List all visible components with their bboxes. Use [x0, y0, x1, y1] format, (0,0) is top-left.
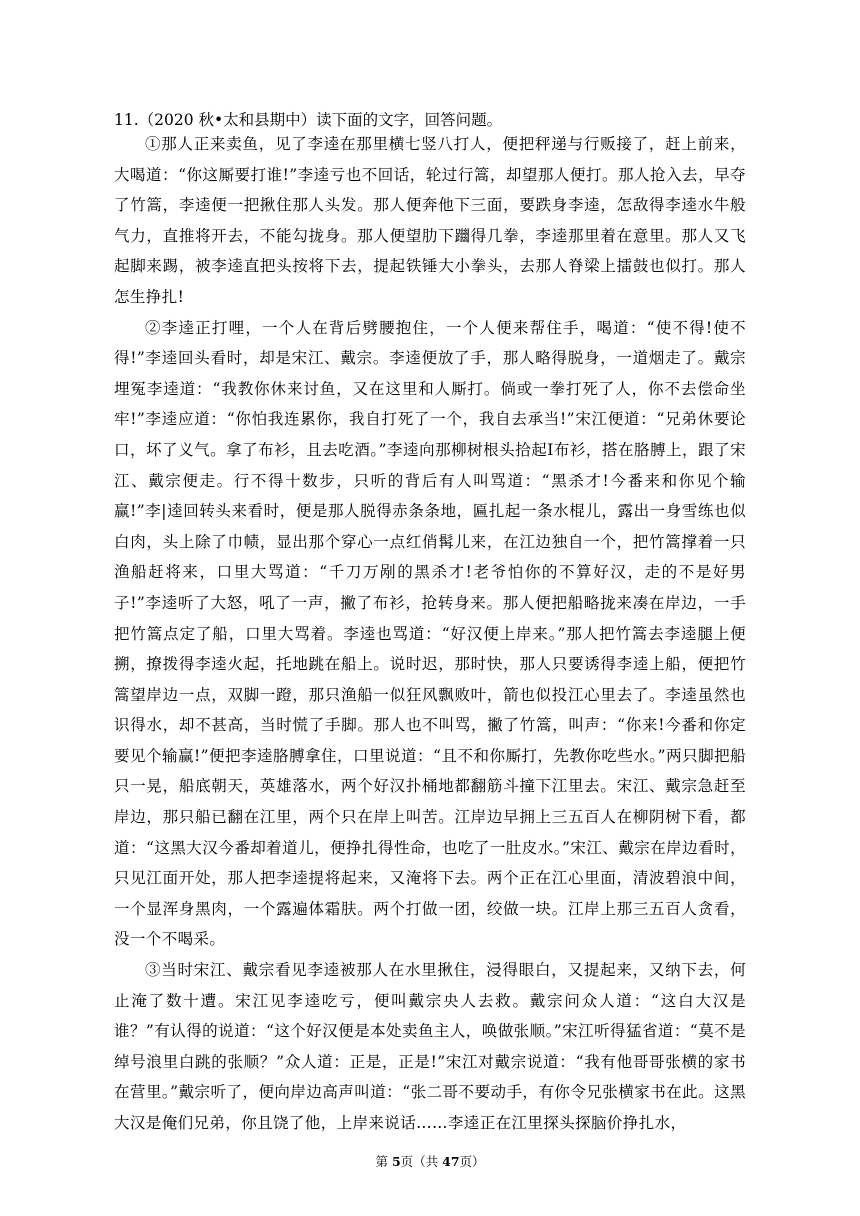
footer-middle: 页（共: [400, 1154, 443, 1169]
footer-total-pages: 47: [442, 1154, 460, 1169]
footer-prefix: 第: [375, 1154, 392, 1169]
passage-paragraph-3: ③当时宋江、戴宗看见李逵被那人在水里揪住，浸得眼白，又提起来，又纳下去，何止淹了数十遭。宋江见李逵吃亏，便叫戴宗央人去救。戴宗问众人道：“这白大汉是谁？”有认得的说道：“这个好汉便是本处卖鱼主人，唤做张顺。”宋江听得猛省道：“莫不是绰号浪里白跳的张顺？”众人道：正是，正是!”宋江对戴宗说道：“我有他哥哥张横的家书在营里。”戴宗听了，便向岸边高声叫道：“张二哥不要动手，有你令兄张横家书在此。这黑大汉是俺们兄弟，你且饶了他，上岸来说话……李逵正在江里探头探脑价挣扎水，: [114, 961, 746, 1132]
passage: [114, 129, 746, 1139]
passage-paragraph-2: ②李逵正打哩，一个人在背后劈腰抱住，一个人便来帮住手，喝道：“使不得!使不得!”李逵回头看时，却是宋江、戴宗。李逵便放了手，那人略得脱身，一道烟走了。戴宗埋冤李逵道：“我教你休来讨鱼，又在这里和人厮打。倘或一拳打死了人，你不去偿命坐牢!”李逵应道：“你怕我连累你，我自打死了一个，我自去承当!”宋江便道：“兄弟休要论口，坏了义气。拿了布衫，且去吃酒。”李逵向那柳树根头拾起Ⅰ布衫，搭在胳膊上，跟了宋江、戴宗便走。行不得十数步，只听的背后有人叫骂道：“黑杀才!今番来和你见个输赢!”李|逵回转头来看时，便是那人脱得赤条条地，匾扎起一条水棍儿，露出一身雪练也似白肉，头上除了巾帻，显出那个穿心一点红俏髯儿来，在江边独自一个，把竹篙撑着一只渔船赶将来，口里大骂道：“千刀万剐的黑杀才!老爷怕你的不算好汉，走的不是好男子!”李逵听了大怒，吼了一声，撇了布衫，抢转身来。那人便把船略拢来凑在岸边，一手把竹篙点定了船，口里大骂着。李逵也骂道：“好汉便上岸来。”那人把竹篙去李逵腿上便搠，撩拨得李逵火起，托地跳在船上。说时迟，那时快，那人只要诱得李逵上船，便把竹篙望岸边一点，双脚一蹬，那只渔船一似狂风飘败叶，箭也似投江心里去了。李逵虽然也识得水，却不甚高，当时慌了手脚。那人也不叫骂，撇了竹篙，叫声：“你来!今番和你定要见个输赢!”便把李逵胳膊拿住，口里说道：“且不和你厮打，先教你吃些水。”两只脚把船只一晃，船底朝天，英雄落水，两个好汉扑桶地都翻筋斗撞下江里去。宋江、戴宗急赶至岸边，那只船已翻在江里，两个只在岸上叫苦。江岸边早拥上三五百人在柳阴树下看，都道：“这黑大汉今番却着道儿，便挣扎得性命，也吃了一肚皮水。”宋江、戴宗在岸边看时，只见江面开处，那人把李逵提将起来，又淹将下去。两个正在江心里面，清波碧浪中间，一个显浑身黑肉，一个露遍体霜肤。两个打做一团，绞做一块。江岸上那三五百人贪看，没一个不喝采。: [114, 318, 746, 949]
footer-page-number: 5: [391, 1154, 401, 1169]
passage-paragraph-1: ①那人正来卖鱼，见了李逵在那里横七竖八打人，便把秤递与行贩接了，赶上前来，大喝道：“你这厮要打谁!”李逵亏也不回话，轮过行篙，却望那人便打。那人抢入去，早夺了竹篙，李逵便一把揪住那人头发。那人便奔他下三面，要跌身李逵，怎敌得李逵水牛般气力，直推将开去，不能勾拢身。那人便望肋下躖得几拳，李逵那里着在意里。那人又飞起脚来踢，被李逵直把头按将下去，提起铁锤大小拳头，去那人脊梁上擂鼓也似打。那人怎生挣扎!: [114, 135, 746, 306]
question-header: 11.（2020 秋•太和县期中）读下面的文字，回答问题。: [114, 111, 503, 129]
page-footer: [0, 1152, 860, 1172]
footer-suffix: 页）: [459, 1154, 485, 1169]
